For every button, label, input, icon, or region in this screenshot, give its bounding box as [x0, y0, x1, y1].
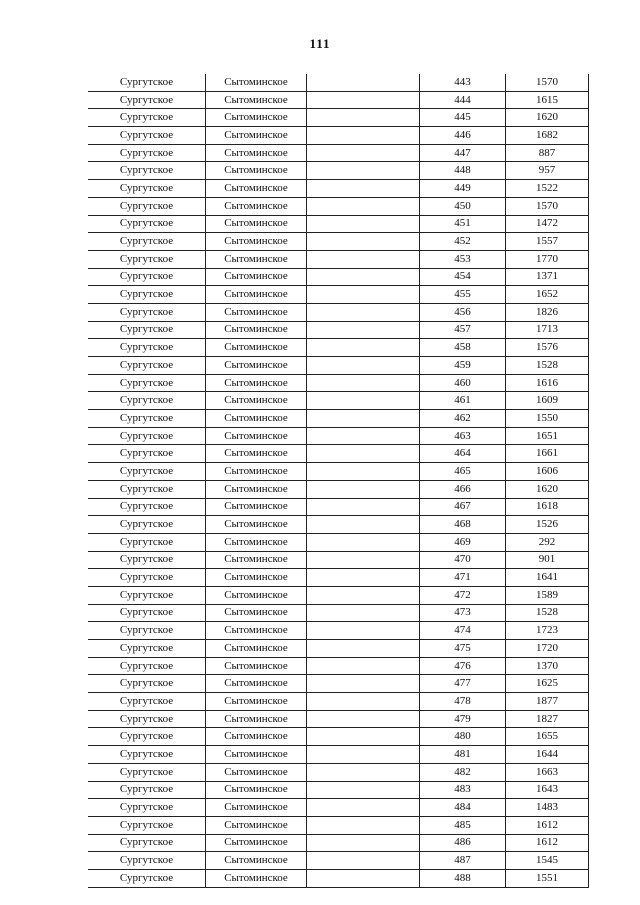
field-name-cell: Сургутское	[88, 410, 206, 428]
table-row	[88, 569, 589, 587]
blank-cell	[307, 268, 420, 286]
area-name-cell: Сытоминское	[206, 675, 307, 693]
area-name-cell: Сытоминское	[206, 852, 307, 870]
well-number-cell: 445	[420, 109, 506, 127]
page-number: 111	[309, 36, 331, 51]
field-name-cell: Сургутское	[88, 339, 206, 357]
field-name-cell: Сургутское	[88, 852, 206, 870]
field-name-cell: Сургутское	[88, 799, 206, 817]
area-name-cell: Сытоминское	[206, 286, 307, 304]
area-name-cell: Сытоминское	[206, 763, 307, 781]
area-name-cell: Сытоминское	[206, 374, 307, 392]
blank-cell	[307, 746, 420, 764]
area-name-cell: Сытоминское	[206, 197, 307, 215]
table-row	[88, 144, 589, 162]
field-name-cell: Сургутское	[88, 622, 206, 640]
value-cell: 1618	[506, 498, 589, 516]
blank-cell	[307, 91, 420, 109]
value-cell: 1609	[506, 392, 589, 410]
area-name-cell: Сытоминское	[206, 728, 307, 746]
blank-cell	[307, 339, 420, 357]
value-cell: 1615	[506, 91, 589, 109]
field-name-cell: Сургутское	[88, 551, 206, 569]
table-row	[88, 197, 589, 215]
area-name-cell: Сытоминское	[206, 693, 307, 711]
field-name-cell: Сургутское	[88, 427, 206, 445]
blank-cell	[307, 675, 420, 693]
area-name-cell: Сытоминское	[206, 657, 307, 675]
table-row	[88, 746, 589, 764]
table-row	[88, 268, 589, 286]
area-name-cell: Сытоминское	[206, 816, 307, 834]
area-name-cell: Сытоминское	[206, 215, 307, 233]
table-row	[88, 215, 589, 233]
table-row	[88, 763, 589, 781]
blank-cell	[307, 640, 420, 658]
table-row	[88, 286, 589, 304]
value-cell: 1528	[506, 604, 589, 622]
value-cell: 1720	[506, 640, 589, 658]
well-number-cell: 454	[420, 268, 506, 286]
well-number-cell: 487	[420, 852, 506, 870]
value-cell: 1570	[506, 197, 589, 215]
area-name-cell: Сытоминское	[206, 710, 307, 728]
value-cell: 1661	[506, 445, 589, 463]
area-name-cell: Сытоминское	[206, 339, 307, 357]
value-cell: 1551	[506, 869, 589, 887]
area-name-cell: Сытоминское	[206, 392, 307, 410]
area-name-cell: Сытоминское	[206, 180, 307, 198]
blank-cell	[307, 516, 420, 534]
area-name-cell: Сытоминское	[206, 74, 307, 91]
field-name-cell: Сургутское	[88, 569, 206, 587]
blank-cell	[307, 321, 420, 339]
table-row	[88, 622, 589, 640]
blank-cell	[307, 74, 420, 91]
table-row	[88, 127, 589, 145]
well-number-cell: 476	[420, 657, 506, 675]
value-cell: 1620	[506, 480, 589, 498]
area-name-cell: Сытоминское	[206, 427, 307, 445]
table-row	[88, 250, 589, 268]
field-name-cell: Сургутское	[88, 533, 206, 551]
blank-cell	[307, 215, 420, 233]
table-row	[88, 675, 589, 693]
field-name-cell: Сургутское	[88, 286, 206, 304]
blank-cell	[307, 233, 420, 251]
table-row	[88, 728, 589, 746]
well-number-cell: 452	[420, 233, 506, 251]
table-row	[88, 162, 589, 180]
field-name-cell: Сургутское	[88, 445, 206, 463]
field-name-cell: Сургутское	[88, 127, 206, 145]
area-name-cell: Сытоминское	[206, 781, 307, 799]
registry-table-body	[88, 74, 589, 887]
well-number-cell: 479	[420, 710, 506, 728]
area-name-cell: Сытоминское	[206, 799, 307, 817]
well-number-cell: 467	[420, 498, 506, 516]
well-number-cell: 472	[420, 586, 506, 604]
value-cell: 1612	[506, 834, 589, 852]
table-row	[88, 91, 589, 109]
field-name-cell: Сургутское	[88, 233, 206, 251]
blank-cell	[307, 127, 420, 145]
blank-cell	[307, 463, 420, 481]
area-name-cell: Сытоминское	[206, 321, 307, 339]
table-row	[88, 693, 589, 711]
blank-cell	[307, 604, 420, 622]
field-name-cell: Сургутское	[88, 516, 206, 534]
well-number-cell: 460	[420, 374, 506, 392]
value-cell: 1877	[506, 693, 589, 711]
value-cell: 887	[506, 144, 589, 162]
field-name-cell: Сургутское	[88, 746, 206, 764]
blank-cell	[307, 569, 420, 587]
table-row	[88, 551, 589, 569]
value-cell: 1550	[506, 410, 589, 428]
field-name-cell: Сургутское	[88, 197, 206, 215]
table-row	[88, 480, 589, 498]
blank-cell	[307, 445, 420, 463]
blank-cell	[307, 197, 420, 215]
value-cell: 1557	[506, 233, 589, 251]
well-number-cell: 459	[420, 357, 506, 375]
well-number-cell: 456	[420, 303, 506, 321]
area-name-cell: Сытоминское	[206, 127, 307, 145]
field-name-cell: Сургутское	[88, 498, 206, 516]
table-row	[88, 392, 589, 410]
blank-cell	[307, 427, 420, 445]
area-name-cell: Сытоминское	[206, 144, 307, 162]
well-number-cell: 444	[420, 91, 506, 109]
blank-cell	[307, 834, 420, 852]
field-name-cell: Сургутское	[88, 180, 206, 198]
table-row	[88, 516, 589, 534]
area-name-cell: Сытоминское	[206, 357, 307, 375]
well-number-cell: 475	[420, 640, 506, 658]
table-row	[88, 339, 589, 357]
well-number-cell: 449	[420, 180, 506, 198]
table-row	[88, 321, 589, 339]
table-row	[88, 74, 589, 91]
blank-cell	[307, 180, 420, 198]
field-name-cell: Сургутское	[88, 250, 206, 268]
well-number-cell: 446	[420, 127, 506, 145]
well-number-cell: 451	[420, 215, 506, 233]
table-row	[88, 445, 589, 463]
well-number-cell: 488	[420, 869, 506, 887]
well-number-cell: 486	[420, 834, 506, 852]
well-number-cell: 464	[420, 445, 506, 463]
field-name-cell: Сургутское	[88, 74, 206, 91]
well-number-cell: 469	[420, 533, 506, 551]
table-row	[88, 640, 589, 658]
field-name-cell: Сургутское	[88, 710, 206, 728]
well-number-cell: 461	[420, 392, 506, 410]
field-name-cell: Сургутское	[88, 357, 206, 375]
field-name-cell: Сургутское	[88, 480, 206, 498]
table-row	[88, 604, 589, 622]
value-cell: 1652	[506, 286, 589, 304]
field-name-cell: Сургутское	[88, 834, 206, 852]
blank-cell	[307, 586, 420, 604]
field-name-cell: Сургутское	[88, 657, 206, 675]
value-cell: 1371	[506, 268, 589, 286]
value-cell: 1826	[506, 303, 589, 321]
area-name-cell: Сытоминское	[206, 268, 307, 286]
area-name-cell: Сытоминское	[206, 586, 307, 604]
well-number-cell: 473	[420, 604, 506, 622]
value-cell: 1472	[506, 215, 589, 233]
field-name-cell: Сургутское	[88, 675, 206, 693]
registry-table-container	[88, 74, 584, 888]
field-name-cell: Сургутское	[88, 640, 206, 658]
well-number-cell: 483	[420, 781, 506, 799]
blank-cell	[307, 710, 420, 728]
blank-cell	[307, 852, 420, 870]
value-cell: 957	[506, 162, 589, 180]
value-cell: 1682	[506, 127, 589, 145]
area-name-cell: Сытоминское	[206, 834, 307, 852]
blank-cell	[307, 781, 420, 799]
table-row	[88, 427, 589, 445]
well-number-cell: 468	[420, 516, 506, 534]
blank-cell	[307, 869, 420, 887]
well-number-cell: 462	[420, 410, 506, 428]
well-number-cell: 443	[420, 74, 506, 91]
blank-cell	[307, 357, 420, 375]
value-cell: 1655	[506, 728, 589, 746]
value-cell: 292	[506, 533, 589, 551]
blank-cell	[307, 374, 420, 392]
table-row	[88, 657, 589, 675]
value-cell: 1612	[506, 816, 589, 834]
field-name-cell: Сургутское	[88, 374, 206, 392]
area-name-cell: Сытоминское	[206, 622, 307, 640]
blank-cell	[307, 480, 420, 498]
area-name-cell: Сытоминское	[206, 569, 307, 587]
area-name-cell: Сытоминское	[206, 303, 307, 321]
field-name-cell: Сургутское	[88, 586, 206, 604]
field-name-cell: Сургутское	[88, 268, 206, 286]
blank-cell	[307, 657, 420, 675]
blank-cell	[307, 303, 420, 321]
well-number-cell: 474	[420, 622, 506, 640]
table-row	[88, 463, 589, 481]
field-name-cell: Сургутское	[88, 91, 206, 109]
well-number-cell: 478	[420, 693, 506, 711]
value-cell: 1827	[506, 710, 589, 728]
area-name-cell: Сытоминское	[206, 109, 307, 127]
area-name-cell: Сытоминское	[206, 498, 307, 516]
table-row	[88, 498, 589, 516]
field-name-cell: Сургутское	[88, 463, 206, 481]
field-name-cell: Сургутское	[88, 321, 206, 339]
table-row	[88, 781, 589, 799]
blank-cell	[307, 816, 420, 834]
value-cell: 1526	[506, 516, 589, 534]
blank-cell	[307, 622, 420, 640]
value-cell: 1713	[506, 321, 589, 339]
field-name-cell: Сургутское	[88, 869, 206, 887]
well-number-cell: 447	[420, 144, 506, 162]
field-name-cell: Сургутское	[88, 303, 206, 321]
well-number-cell: 480	[420, 728, 506, 746]
field-name-cell: Сургутское	[88, 781, 206, 799]
blank-cell	[307, 392, 420, 410]
blank-cell	[307, 144, 420, 162]
field-name-cell: Сургутское	[88, 162, 206, 180]
area-name-cell: Сытоминское	[206, 533, 307, 551]
area-name-cell: Сытоминское	[206, 551, 307, 569]
value-cell: 1616	[506, 374, 589, 392]
table-row	[88, 533, 589, 551]
field-name-cell: Сургутское	[88, 763, 206, 781]
blank-cell	[307, 498, 420, 516]
blank-cell	[307, 693, 420, 711]
table-row	[88, 233, 589, 251]
area-name-cell: Сытоминское	[206, 162, 307, 180]
table-row	[88, 852, 589, 870]
table-row	[88, 357, 589, 375]
well-number-cell: 450	[420, 197, 506, 215]
field-name-cell: Сургутское	[88, 816, 206, 834]
blank-cell	[307, 109, 420, 127]
value-cell: 1483	[506, 799, 589, 817]
table-row	[88, 303, 589, 321]
field-name-cell: Сургутское	[88, 604, 206, 622]
well-number-cell: 471	[420, 569, 506, 587]
table-row	[88, 869, 589, 887]
value-cell: 1770	[506, 250, 589, 268]
field-name-cell: Сургутское	[88, 109, 206, 127]
value-cell: 1620	[506, 109, 589, 127]
well-number-cell: 453	[420, 250, 506, 268]
field-name-cell: Сургутское	[88, 144, 206, 162]
well-number-cell: 484	[420, 799, 506, 817]
blank-cell	[307, 250, 420, 268]
table-row	[88, 834, 589, 852]
well-number-cell: 458	[420, 339, 506, 357]
value-cell: 1576	[506, 339, 589, 357]
table-row	[88, 374, 589, 392]
well-number-cell: 448	[420, 162, 506, 180]
area-name-cell: Сытоминское	[206, 233, 307, 251]
area-name-cell: Сытоминское	[206, 463, 307, 481]
blank-cell	[307, 763, 420, 781]
area-name-cell: Сытоминское	[206, 410, 307, 428]
table-row	[88, 816, 589, 834]
well-number-cell: 470	[420, 551, 506, 569]
well-number-cell: 455	[420, 286, 506, 304]
value-cell: 1625	[506, 675, 589, 693]
area-name-cell: Сытоминское	[206, 250, 307, 268]
table-row	[88, 180, 589, 198]
blank-cell	[307, 286, 420, 304]
value-cell: 1528	[506, 357, 589, 375]
area-name-cell: Сытоминское	[206, 746, 307, 764]
well-number-cell: 466	[420, 480, 506, 498]
area-name-cell: Сытоминское	[206, 480, 307, 498]
blank-cell	[307, 551, 420, 569]
value-cell: 1370	[506, 657, 589, 675]
table-row	[88, 410, 589, 428]
well-number-cell: 465	[420, 463, 506, 481]
well-number-cell: 485	[420, 816, 506, 834]
value-cell: 1651	[506, 427, 589, 445]
blank-cell	[307, 533, 420, 551]
well-number-cell: 477	[420, 675, 506, 693]
field-name-cell: Сургутское	[88, 728, 206, 746]
field-name-cell: Сургутское	[88, 215, 206, 233]
value-cell: 1643	[506, 781, 589, 799]
table-row	[88, 109, 589, 127]
area-name-cell: Сытоминское	[206, 516, 307, 534]
value-cell: 1522	[506, 180, 589, 198]
blank-cell	[307, 410, 420, 428]
value-cell: 1545	[506, 852, 589, 870]
value-cell: 1641	[506, 569, 589, 587]
registry-table	[88, 74, 589, 888]
table-row	[88, 586, 589, 604]
field-name-cell: Сургутское	[88, 693, 206, 711]
area-name-cell: Сытоминское	[206, 604, 307, 622]
area-name-cell: Сытоминское	[206, 445, 307, 463]
blank-cell	[307, 728, 420, 746]
value-cell: 1723	[506, 622, 589, 640]
area-name-cell: Сытоминское	[206, 869, 307, 887]
well-number-cell: 463	[420, 427, 506, 445]
value-cell: 1606	[506, 463, 589, 481]
value-cell: 1644	[506, 746, 589, 764]
value-cell: 1663	[506, 763, 589, 781]
blank-cell	[307, 162, 420, 180]
value-cell: 1589	[506, 586, 589, 604]
field-name-cell: Сургутское	[88, 392, 206, 410]
table-row	[88, 799, 589, 817]
well-number-cell: 481	[420, 746, 506, 764]
value-cell: 901	[506, 551, 589, 569]
area-name-cell: Сытоминское	[206, 91, 307, 109]
well-number-cell: 482	[420, 763, 506, 781]
blank-cell	[307, 799, 420, 817]
well-number-cell: 457	[420, 321, 506, 339]
table-row	[88, 710, 589, 728]
area-name-cell: Сытоминское	[206, 640, 307, 658]
value-cell: 1570	[506, 74, 589, 91]
